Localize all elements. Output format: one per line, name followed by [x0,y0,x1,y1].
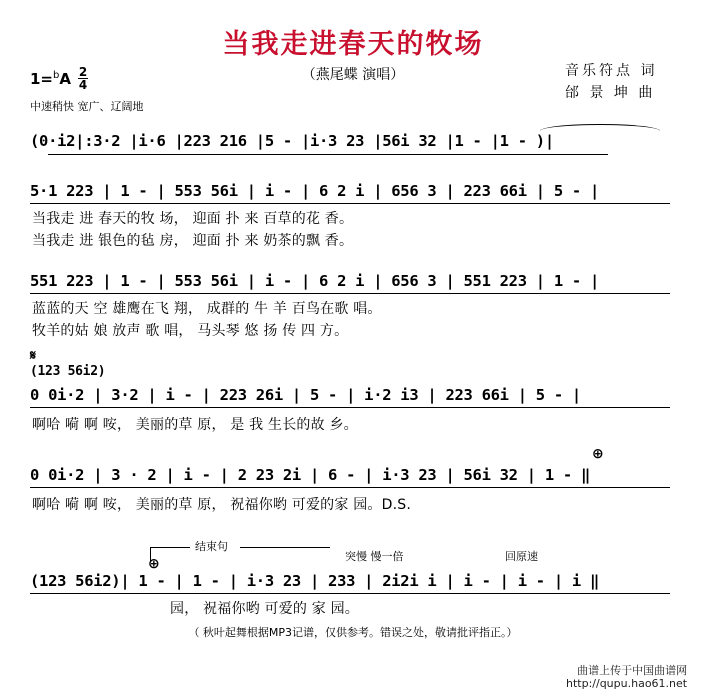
system-5-lyric: 啊哈 嗬 啊 咹， 美丽的草 原， 祝福你哟 可爱的家 园。D.S. [32,497,411,513]
system-3-notes: 551 223 | 1 - | 553 56i | i - | 6 2 i | 656 3 | 551 223 | 1 - | [30,272,600,290]
system-2-notes: 5·1 223 | 1 - | 553 56i | i - | 6 2 i | 656 3 | 223 66i | 5 - | [30,182,600,200]
key-note: A [59,70,71,88]
song-title: 当我走进春天的牧场 [222,29,484,60]
beam-underline [30,203,670,204]
ending-bracket-line [150,547,190,548]
lyricist-credit: 音乐符点 词 [565,63,658,79]
system-4-notes: 0 0i·2 | 3·2 | i - | 223 26i | 5 - | i·2 i3 | 223 66i | 5 - | [30,386,581,404]
ending-label: 结束句 [195,540,228,553]
beam-underline [30,407,670,408]
meter-top: 2 [78,65,88,79]
tempo-change-return: 回原速 [505,550,538,563]
key-signature [30,70,71,88]
meter-bottom: 4 [78,78,88,92]
system-1-notes: (0·i2|:3·2 |i·6 |223 216 |5 - |i·3 23 |56i 32 |1 - |1 - )| [30,132,554,150]
transcription-note: （ 秋叶起舞根据MP3记谱，仅供参考。错误之处，敬请批评指正。） [188,626,518,639]
tie [540,124,660,131]
watermark [566,664,687,690]
watermark-line-2: http://qupu.hao61.net [566,677,688,690]
system-3-lyric-verse-2: 牧羊的姑 娘 放声 歌 唱， 马头琴 悠 扬 传 四 方。 [32,323,349,339]
beam-underline [30,293,670,294]
time-signature [78,66,88,91]
performer-subtitle: （燕尾蝶 演唱） [301,67,405,83]
tempo-change-slow: 突慢 慢一倍 [345,550,404,563]
system-6-lyric: 园， 祝福你哟 可爱的 家 园。 [170,601,359,617]
beam-underline [30,487,670,488]
system-4-pickup-notes: (123 56i2) [30,364,106,379]
beam-underline [30,593,670,594]
system-6-notes: (123 56i2)| 1 - | 1 - | i·3 23 | 233 | 2i2i i | i - | i - | i ‖ [30,572,600,590]
ending-bracket-line [240,547,330,548]
coda-sign: ⊕ [148,556,160,572]
segno-sign: 𝄋 [30,348,37,364]
tempo-marking: 中速稍快 宽广、辽阔地 [30,100,144,113]
system-2-lyric-verse-2: 当我走 进 银色的毡 房， 迎面 扑 来 奶茶的飘 香。 [32,233,354,249]
beam-underline [48,154,608,155]
coda-sign: ⊕ [592,446,604,462]
system-2-lyric-verse-1: 当我走 进 春天的牧 场， 迎面 扑 来 百草的花 香。 [32,211,354,227]
key-prefix: 1= [30,70,54,88]
system-4-lyric: 啊哈 嗬 啊 咹， 美丽的草 原， 是 我 生长的故 乡。 [32,417,358,433]
system-3-lyric-verse-1: 蓝蓝的天 空 雄鹰在飞 翔， 成群的 牛 羊 百鸟在歌 唱。 [32,301,382,317]
system-5-notes: 0 0i·2 | 3 · 2 | i - | 2 23 2i | 6 - | i·3 23 | 56i 32 | 1 - ‖ [30,466,590,484]
composer-credit: 邰 景 坤 曲 [565,85,656,101]
watermark-line-1: 曲谱上传于中国曲谱网 [577,664,688,677]
key-flat: b [53,70,60,81]
